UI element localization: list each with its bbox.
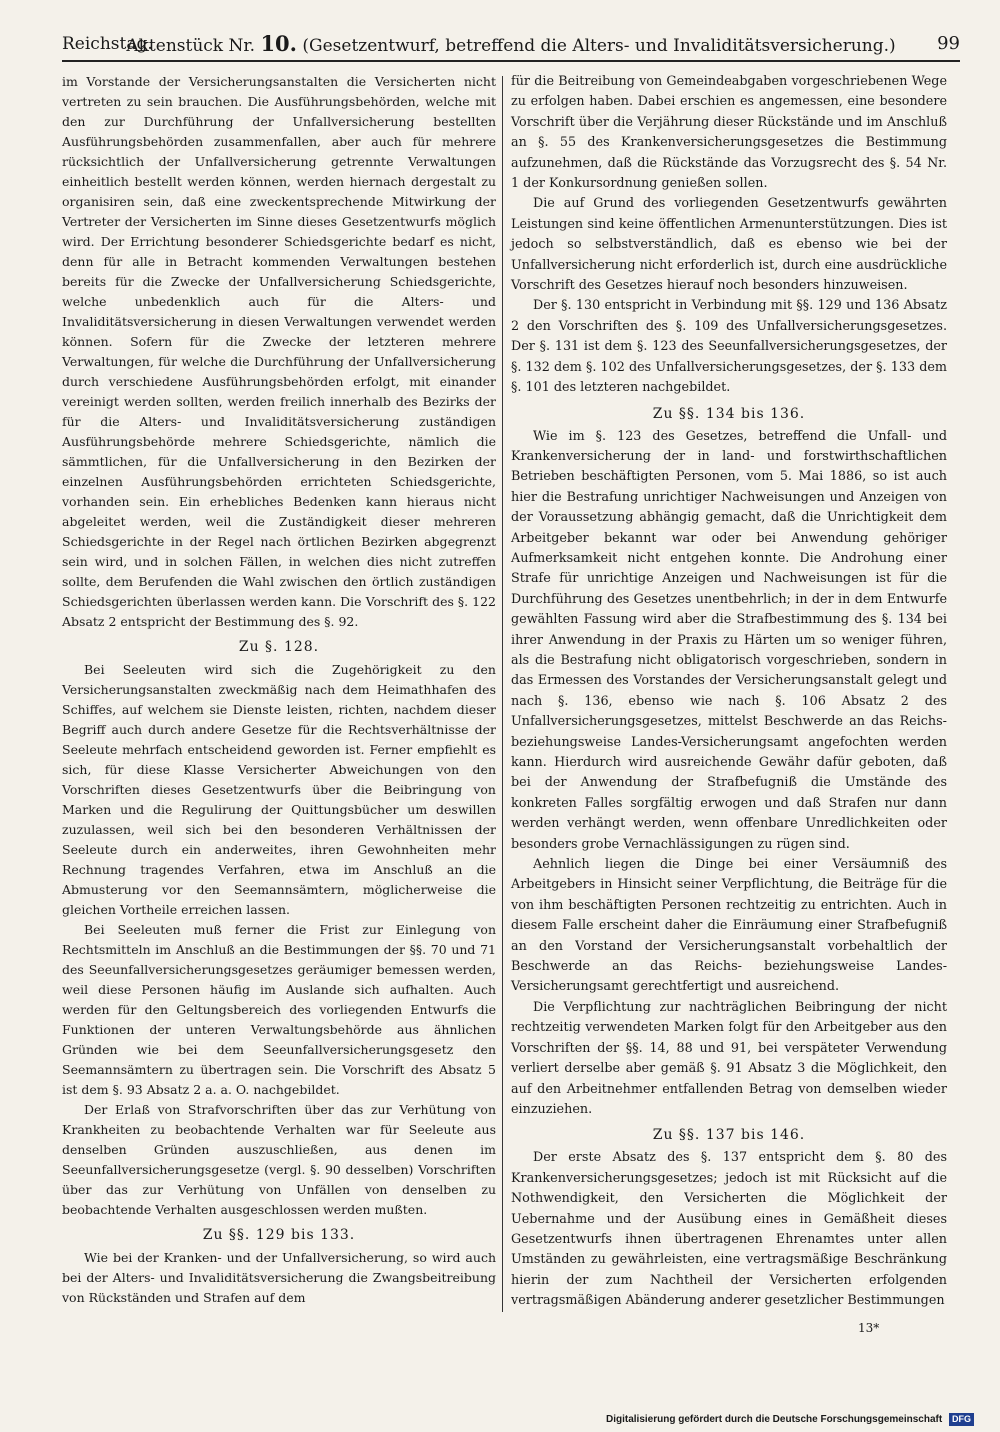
header-left: Reichstag. xyxy=(62,34,153,54)
paragraph: Der Erlaß von Strafvorschriften über das zur Verhütung von Krankheiten zu beobachtende Verhalten war für Seeleute aus denselben Gründen auszuschließen, aus denen im Seeunfallversicherungsgesetze (vergl. §. 90 desselben) Vorschriften über das zur Verhütung von Unfällen von denselben zu beobachtende Verhalten ausgeschlossen werden mußten. xyxy=(62,1102,496,1217)
footer-text: Digitalisierung gefördert durch die Deutsche Forschungsgemeinschaft xyxy=(606,1414,943,1425)
section-heading: Zu §§. 129 bis 133. xyxy=(202,1227,356,1243)
column-divider xyxy=(502,76,503,1312)
section-heading: Zu §§. 134 bis 136. xyxy=(652,405,806,422)
paragraph: Die Verpflichtung zur nachträglichen Beibringung der nicht rechtzeitig verwendeten Marken folgt für den Arbeitgeber aus den Vorschriften der §§. 14, 88 und 91, bei verspäteter Verwendung verliert derselbe aber gemäß §. 91 Absatz 3 die Möglichkeit, den auf den Arbeitnehmer entfallenden Betrag von demselben wieder einzuziehen. xyxy=(511,999,947,1117)
section-heading: Zu §. 128. xyxy=(238,639,320,655)
section-heading: Zu §§. 137 bis 146. xyxy=(652,1127,806,1144)
header-center-pre: Aktenstück Nr. xyxy=(126,36,256,56)
left-column xyxy=(62,72,496,1308)
paragraph: Der §. 130 entspricht in Verbindung mit §§. 129 und 136 Absatz 2 den Vorschriften des §. 109 des Unfallversicherungsgesetzes. Der §. 131 ist dem §. 123 des Seeunfallversicherungsgesetzes, der §. 132 dem §. 102 des Unfallversicherungsgesetzes, der §. 133 dem §. 101 des letzteren nachgebildet. xyxy=(511,298,947,396)
paragraph: Wie bei der Kranken- und der Unfallversicherung, so wird auch bei der Alters- und Invaliditätsversicherung die Zwangsbeitreibung von Rückständen und Strafen auf dem xyxy=(62,1250,496,1305)
paragraph: im Vorstande der Versicherungsanstalten die Versicherten nicht vertreten zu sein brauchen. Die Ausführungsbehörden, welche mit den zur Durchführung der Unfallversicherung bestellten Ausführungsbehörden zusammenfallen, aber auch für mehrere rücksichtlich der Unfallversicherung getrennte Verwaltungen einheitlich bestellt werden können, werden hiernach dergestalt zu organisiren sein, daß eine zweckentsprechende Mitwirkung der Vertreter der Versicherten im Sinne dieses Gesetzentwurfs möglich wird. Der Errichtung besonderer Schiedsgerichte bedarf es nicht, denn für alle in Betracht kommenden Verwaltungen bestehen bereits für die Zwecke der Unfallversicherung Schiedsgerichte, welche unbedenklich auch für die Alters- und Invaliditätsversicherung in diesen Verwaltungen verwendet werden können. Sofern für die Zwecke der letzteren mehrere Verwaltungen, für welche die Durchführung der Unfallversicherung durch verschiedene Ausführungsbehörden erfolgt, mit einander vereinigt werden sollten, werden freilich innerhalb des Bezirks der für die Alters- und Invaliditätsversicherung zuständigen Ausführungsbehörde mehrere Schiedsgerichte, nämlich die sämmtlichen, für die Unfallversicherung in den Bezirken der einzelnen Ausführungsbehörden errichteten Schiedsgerichte, vorhanden sein. Ein erhebliches Bedenken kann hieraus nicht abgeleitet werden, weil die Zuständigkeit dieser mehreren Schiedsgerichte in der Regel nach örtlichen Bezirken abgegrenzt sein wird, und in solchen Fällen, in welchen dies nicht zutreffen sollte, dem Berufenden die Wahl zwischen den örtlich zuständigen Schiedsgerichten überlassen werden kann. Die Vorschrift des §. 122 Absatz 2 entspricht der Bestimmung des §. 92. xyxy=(62,74,496,629)
digitization-footer xyxy=(606,1412,986,1428)
right-column xyxy=(511,72,947,1312)
page-number: 99 xyxy=(937,33,960,54)
paragraph: Bei Seeleuten wird sich die Zugehörigkeit zu den Versicherungsanstalten zweckmäßig nach dem Heimathhafen des Schiffes, auf welchem sie Dienste leisten, richten, nachdem dieser Begriff auch durch andere Gesetze für die Rechtsverhältnisse der Seeleute mehrfach entscheidend geworden ist. Ferner empfiehlt es sich, für diese Klasse Versicherter Abweichungen von den Vorschriften dieses Gesetzentwurfs über die Beibringung von Marken und die Regulirung der Quittungsbücher um deswillen zuzulassen, weil sich bei den besonderen Verhältnissen der Seeleute durch ein anderweites, ihren Gewohnheiten mehr Rechnung tragendes Verfahren, etwa im Anschluß an die Abmusterung vor den Seemannsämtern, möglicherweise die gleichen Vortheile erreichen lassen. xyxy=(62,662,496,917)
running-header xyxy=(62,30,960,62)
paragraph: Aehnlich liegen die Dinge bei einer Versäumniß des Arbeitgebers in Hinsicht seiner Verpflichtung, die Beiträge für die von ihm beschäftigten Personen rechtzeitig zu entrichten. Auch in diesem Falle erscheint daher die Einräumung einer Strafbefugniß an den Vorstand der Versicherungsanstalt vorbehaltlich der Beschwerde an das Reichs- beziehungsweise Landes-Versicherungsamt gerechtfertigt und ausreichend. xyxy=(511,857,947,995)
paragraph: Die auf Grund des vorliegenden Gesetzentwurfs gewährten Leistungen sind keine öffentlichen Armenunterstützungen. Dies ist jedoch so selbstverständlich, daß es ebenso wie bei der Unfallversicherung nicht erforderlich ist, durch eine ausdrückliche Vorschrift des Gesetzes hierauf noch besonders hinzuweisen. xyxy=(511,196,947,294)
header-number: 10. xyxy=(260,31,297,56)
dfg-logo: DFG xyxy=(949,1413,974,1426)
paragraph: Bei Seeleuten muß ferner die Frist zur Einlegung von Rechtsmitteln im Anschluß an die Bestimmungen der §§. 70 und 71 des Seeunfallversicherungsgesetzes geräumiger bemessen werden, weil diese Personen häufig im Auslande sich aufhalten. Auch werden für den Geltungsbereich des vorliegenden Entwurfs die Funktionen der unteren Verwaltungsbehörde aus ähnlichen Gründen wie bei dem Seeunfallversicherungsgesetz den Seemannsämtern zu übertragen sein. Die Vorschrift des Absatz 5 ist dem §. 93 Absatz 2 a. a. O. nachgebildet. xyxy=(62,922,496,1097)
paragraph: Der erste Absatz des §. 137 entspricht dem §. 80 des Krankenversicherungsgesetzes; jedoch ist mit Rücksicht auf die Nothwendigkeit, den Versicherten die Möglichkeit der Uebernahme und der Ausübung eines in Gemäßheit dieses Gesetzentwurfs ihnen übertragenen Ehrenamtes unter allen Umständen zu gewährleisten, eine vertragsmäßige Beschränkung hierin der zum Nachtheil der Versicherten erfolgenden vertragsmäßigen Abänderung anderer gesetzlicher Bestimmungen xyxy=(511,1150,947,1309)
sheet-signature: 13* xyxy=(858,1321,880,1335)
header-center-post: (Gesetzentwurf, betreffend die Alters- und Invaliditätsversicherung.) xyxy=(302,36,896,56)
paragraph: Wie im §. 123 des Gesetzes, betreffend die Unfall- und Krankenversicherung der in land- und forstwirthschaftlichen Betrieben beschäftigten Personen, vom 5. Mai 1886, so ist auch hier die Bestrafung unrichtiger Nachweisungen und Anzeigen von der Voraussetzung abhängig gemacht, daß die Unrichtigkeit dem Arbeitgeber bekannt war oder bei Anwendung gehöriger Aufmerksamkeit nicht entgehen konnte. Die Androhung einer Strafe für unrichtige Anzeigen und Nachweisungen ist für die Durchführung des Gesetzes unentbehrlich; in der in dem Entwurfe gewählten Fassung wird aber die Strafbestimmung des §. 134 bei ihrer Anwendung in der Praxis zu Härten um so weniger führen, als die Bestrafung nicht obligatorisch vorgeschrieben, sondern in das Ermessen des Vorstandes der Versicherungsanstalt gelegt und nach §. 136, ebenso wie nach §. 106 Absatz 2 des Unfallversicherungsgesetzes, mittelst Beschwerde an das Reichs- beziehungsweise Landes-Versicherungsamt angefochten werden kann. Hierdurch wird ausreichende Gewähr dafür geboten, daß bei der Anwendung der Strafbefugniß die Umstände des konkreten Falles sorgfältig erwogen und daß Strafen nur dann werden verhängt werden, wenn offenbare Unredlichkeiten oder besonders grobe Vernachlässigungen zu rügen sind. xyxy=(511,428,947,852)
header-center xyxy=(62,30,960,60)
paragraph: für die Beitreibung von Gemeindeabgaben vorgeschriebenen Wege zu erfolgen haben. Dabei erschien es angemessen, eine besondere Vorschrift über die Verjährung dieser Rückstände und im Anschluß an §. 55 des Krankenversicherungsgesetzes die Bestimmung aufzunehmen, daß die Rückstände das Vorzugsrecht des §. 54 Nr. 1 der Konkursordnung genießen sollen. xyxy=(511,74,947,192)
